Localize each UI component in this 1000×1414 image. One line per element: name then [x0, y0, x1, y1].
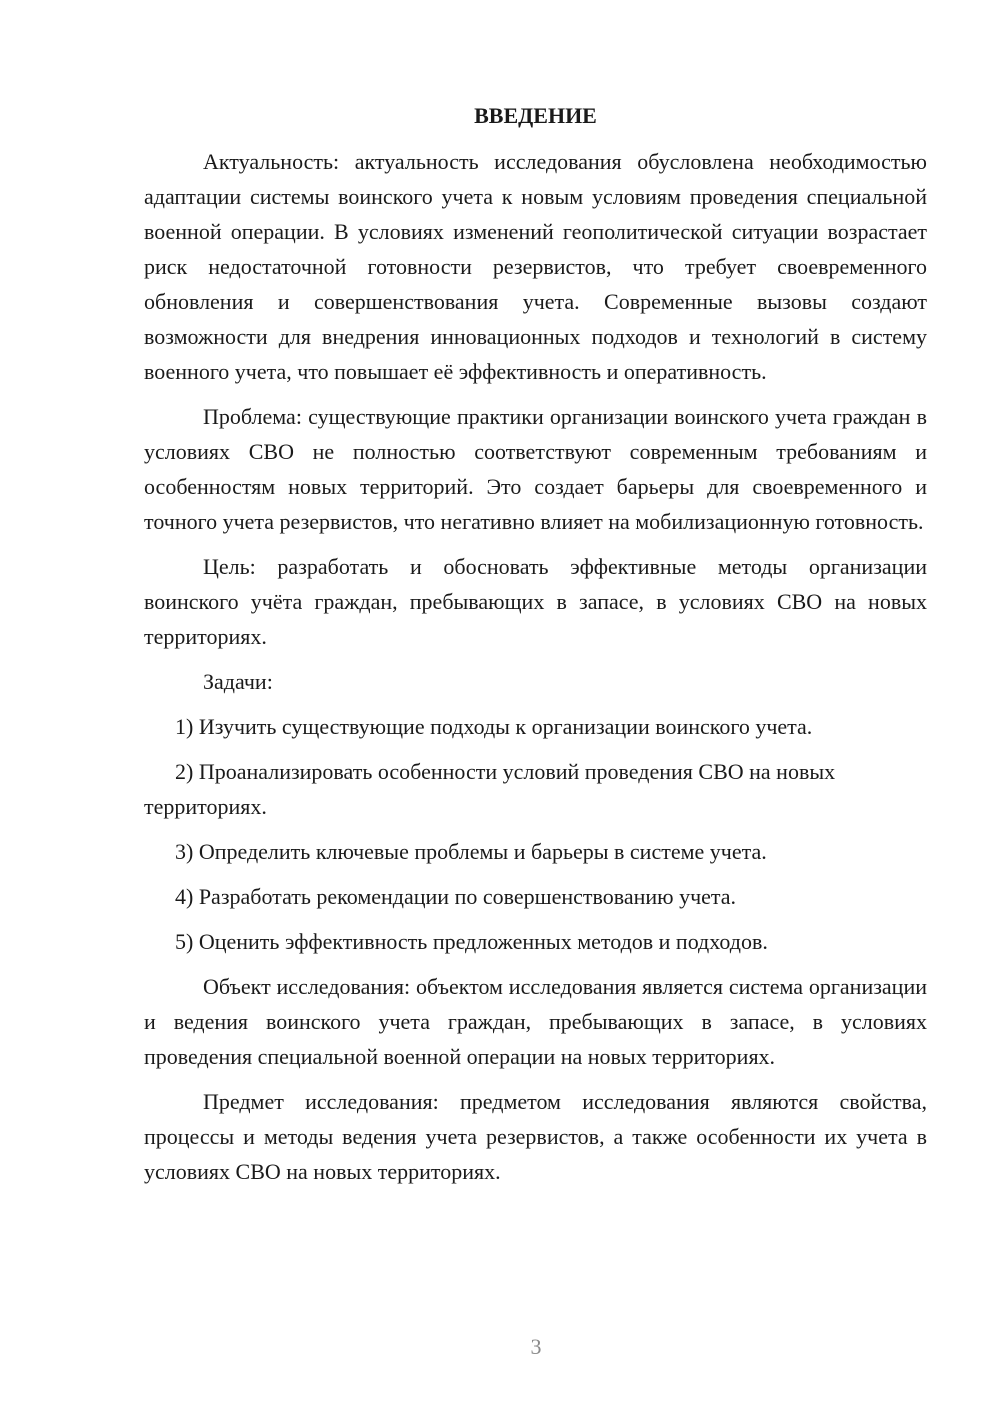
task-item: 1) Изучить существующие подходы к организации воинского учета. [175, 714, 813, 739]
task-item: 4) Разработать рекомендации по совершенствованию учета. [175, 884, 737, 909]
paragraph-problem: Проблема: существующие практики организации воинского учета граждан в условиях СВО не полностью соответствуют современным требованиям и особенностям новых территорий. Это создает барьеры для своевременного и точного учета резервистов, что негативно влияет на мобилизационную готовность. [144, 404, 927, 534]
tasks-heading: Задачи: [203, 669, 273, 694]
section-title: ВВЕДЕНИЕ [474, 103, 597, 128]
paragraph-subject: Предмет исследования: предметом исследования являются свойства, процессы и методы ведения учета резервистов, а также особенности их учета в условиях СВО на новых территориях. [144, 1089, 927, 1184]
task-item: 2) Проанализировать особенности условий проведения СВО на новых территориях. [144, 759, 836, 819]
page-number: 3 [530, 1334, 542, 1359]
task-item: 5) Оценить эффективность предложенных методов и подходов. [175, 929, 768, 954]
paragraph-relevance: Актуальность: актуальность исследования обусловлена необходимостью адаптации системы воинского учета к новым условиям проведения специальной военной операции. В условиях изменений геополитической ситуации возрастает риск недостаточной готовности резервистов, что требует своевременного обновления и совершенствования учета. Современные вызовы создают возможности для внедрения инновационных подходов и технологий в систему военного учета, что повышает её эффективность и оперативность. [144, 149, 927, 384]
paragraph-goal: Цель: разработать и обосновать эффективные методы организации воинского учёта граждан, пребывающих в запасе, в условиях СВО на новых территориях. [144, 554, 927, 649]
page-content [144, 98, 927, 1199]
task-item: 3) Определить ключевые проблемы и барьеры в системе учета. [175, 839, 767, 864]
paragraph-object: Объект исследования: объектом исследования является система организации и ведения воинского учета граждан, пребывающих в запасе, в условиях проведения специальной военной операции на новых территориях. [144, 974, 927, 1069]
